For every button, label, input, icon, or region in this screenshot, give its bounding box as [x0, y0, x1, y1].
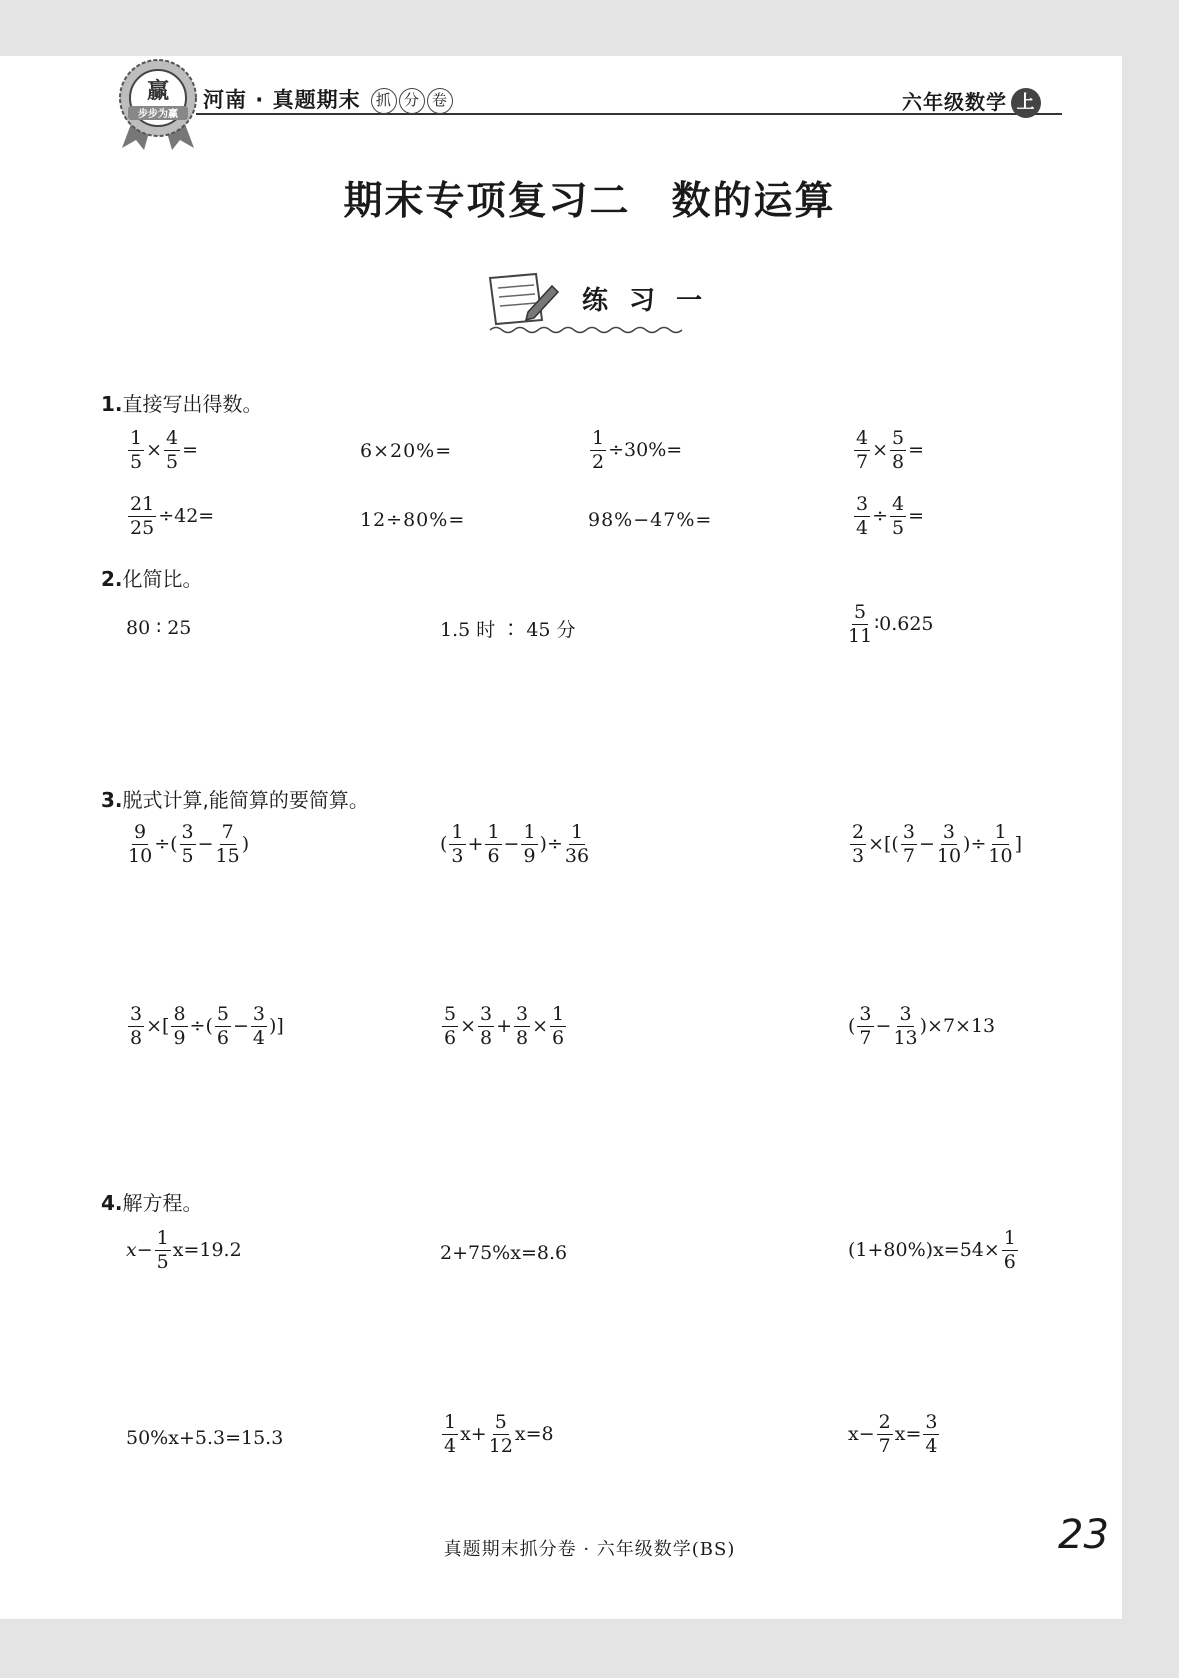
page-title: 期末专项复习二 数的运算 [343, 179, 836, 224]
expr-part: )×7×13 [919, 1015, 996, 1038]
expr-part: (1+80%)x=54× [848, 1239, 1000, 1262]
section-number: 3. [101, 788, 123, 812]
expr-part: × [532, 1015, 549, 1038]
series-title [203, 84, 453, 114]
expr-part: x− [126, 1239, 153, 1262]
section-4-heading [101, 1187, 203, 1216]
fraction: $\frac{1}{10}$ [988, 821, 1013, 867]
q4-item-e [440, 1412, 554, 1457]
page-footer: 真题期末抓分卷 · 六年级数学(BS) [443, 1539, 736, 1560]
q2-item-b: 1.5 时 ∶ 45 分 [440, 619, 576, 641]
q1-item-b: 6×20%= [360, 440, 453, 462]
fraction: $\frac{3}{4}$ [252, 1003, 265, 1049]
expr-part: ×[ [146, 1015, 170, 1038]
operator: ÷ [872, 505, 889, 528]
fraction: $\frac{3}{8}$ [480, 1003, 493, 1049]
badge-text: 步步为赢 [138, 109, 178, 120]
fraction: $\frac{5}{12}$ [488, 1411, 513, 1457]
section-label: 脱式计算,能简算的要简算。 [122, 788, 369, 812]
fraction: $\frac{1}{6}$ [552, 1003, 565, 1049]
fraction: $\frac{1}{9}$ [523, 821, 536, 867]
fraction: $\frac{4}{5}$ [892, 493, 905, 539]
page-number: 23 [1058, 1512, 1109, 1558]
grade-label [902, 86, 1041, 118]
fraction: $\frac{2}{7}$ [878, 1411, 891, 1457]
grade-text: 六年级数学 [902, 90, 1007, 114]
fraction: $\frac{1}{3}$ [451, 821, 464, 867]
expr-tail: ÷42= [158, 505, 215, 528]
section-label: 化简比。 [122, 567, 203, 591]
expr-part: )÷ [539, 833, 563, 856]
q1-item-h [852, 494, 924, 539]
expr-part: − [503, 833, 520, 856]
q3-item-b [440, 822, 591, 867]
section-1-heading [101, 388, 263, 417]
q1-item-e [126, 494, 214, 539]
section-number: 4. [101, 1191, 123, 1215]
q3-item-a [126, 822, 249, 867]
fraction: $\frac{1}{5}$ [130, 427, 143, 473]
expr-part: − [918, 833, 935, 856]
fraction: $\frac{8}{9}$ [173, 1003, 186, 1049]
fraction: $\frac{21}{25}$ [130, 493, 155, 539]
fraction: $\frac{9}{10}$ [128, 821, 153, 867]
expr-part: )÷ [963, 833, 987, 856]
expr-part: x= [894, 1423, 922, 1446]
fraction: $\frac{5}{6}$ [216, 1003, 229, 1049]
expr-part: x− [848, 1423, 875, 1446]
expr-part: + [496, 1015, 513, 1038]
fraction: $\frac{1}{6}$ [487, 821, 500, 867]
fraction: $\frac{1}{6}$ [1003, 1227, 1016, 1273]
fraction: $\frac{3}{4}$ [925, 1411, 938, 1457]
expr-part: x+ [460, 1423, 487, 1446]
q3-item-f [848, 1004, 995, 1049]
fraction: $\frac{5}{6}$ [444, 1003, 457, 1049]
q4-item-c [848, 1228, 1020, 1273]
expr-part: ÷( [189, 1015, 213, 1038]
fraction: $\frac{3}{8}$ [516, 1003, 529, 1049]
section-label: 直接写出得数。 [122, 392, 263, 416]
fraction: $\frac{3}{7}$ [859, 1003, 872, 1049]
expr-part: ×[( [868, 833, 899, 856]
fraction: $\frac{1}{36}$ [564, 821, 590, 867]
q4-item-d: 50%x+5.3=15.3 [126, 1427, 284, 1449]
expr-part: )] [268, 1015, 284, 1038]
q1-item-a [126, 428, 198, 473]
expr-part: ) [241, 833, 250, 856]
q3-item-c [848, 822, 1022, 867]
volume-badge: 上 [1011, 88, 1041, 118]
fraction: $\frac{3}{5}$ [181, 821, 194, 867]
section-number: 1. [101, 392, 123, 416]
expr-part: + [467, 833, 484, 856]
expr-part: − [232, 1015, 249, 1038]
expr-part: ] [1014, 833, 1022, 856]
q3-item-e [440, 1004, 568, 1049]
q1-item-c [588, 428, 682, 473]
fraction: $\frac{3}{7}$ [902, 821, 915, 867]
expr-part: ( [848, 1015, 856, 1038]
section-3-heading [101, 784, 369, 813]
fraction: $\frac{1}{5}$ [156, 1227, 169, 1273]
series-circled-char: 卷 [427, 88, 453, 114]
q2-item-a: 80 ∶ 25 [126, 617, 192, 639]
expr-part: − [875, 1015, 892, 1038]
fraction: $\frac{1}{4}$ [444, 1411, 457, 1457]
section-2-heading [101, 563, 203, 592]
exercise-subtitle: 练 习 一 [582, 286, 709, 316]
q1-item-d [852, 428, 924, 473]
series-title-text: 河南 · 真题期末 [203, 88, 361, 112]
q2-item-c [846, 602, 934, 647]
expr-part: × [460, 1015, 477, 1038]
series-circled-char: 分 [399, 88, 425, 114]
q3-item-d [126, 1004, 284, 1049]
fraction: $\frac{5}{11}$ [848, 601, 873, 647]
expr-tail: ∶0.625 [874, 613, 934, 636]
fraction: $\frac{3}{8}$ [130, 1003, 143, 1049]
fraction: $\frac{4}{7}$ [856, 427, 869, 473]
fraction: $\frac{1}{2}$ [592, 427, 605, 473]
section-label: 解方程。 [122, 1191, 203, 1215]
q4-item-a [126, 1228, 242, 1273]
expr-tail: = [182, 439, 199, 462]
q4-item-f [848, 1412, 941, 1457]
expr-part: − [197, 833, 214, 856]
fraction: $\frac{3}{13}$ [893, 1003, 918, 1049]
expr-part: x=8 [514, 1423, 554, 1446]
fraction: $\frac{7}{15}$ [215, 821, 240, 867]
expr-part: ( [440, 833, 448, 856]
operator: × [872, 439, 889, 462]
expr-part: ÷( [154, 833, 178, 856]
fraction: $\frac{2}{3}$ [852, 821, 865, 867]
series-circled-char: 抓 [371, 88, 397, 114]
badge-seal: 赢 [146, 79, 169, 104]
fraction: $\frac{5}{8}$ [892, 427, 905, 473]
expr-part: x=19.2 [172, 1239, 242, 1262]
fraction: $\frac{3}{10}$ [936, 821, 962, 867]
expr-tail: = [908, 439, 925, 462]
fraction: $\frac{3}{4}$ [856, 493, 869, 539]
expr-tail: = [908, 505, 925, 528]
q4-item-b: 2+75%x=8.6 [440, 1242, 568, 1264]
q1-item-f: 12÷80%= [360, 509, 466, 531]
section-number: 2. [101, 567, 123, 591]
expr-tail: ÷30%= [608, 439, 683, 462]
q1-item-g: 98%−47%= [588, 509, 713, 531]
operator: × [146, 439, 163, 462]
fraction: $\frac{4}{5}$ [166, 427, 179, 473]
